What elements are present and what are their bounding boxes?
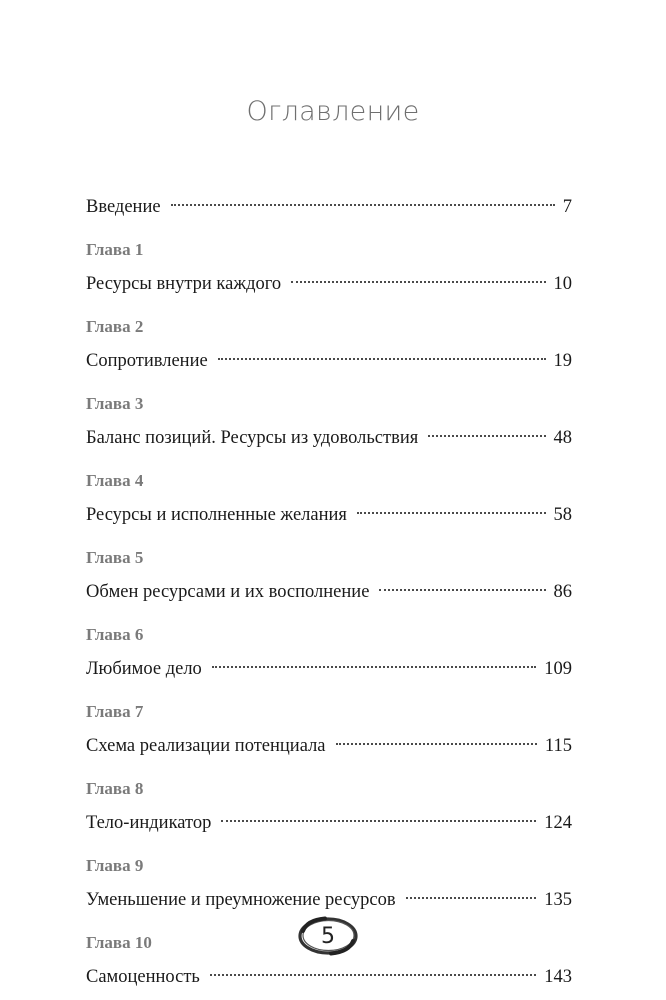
toc-entry-title: Тело-индикатор [86, 813, 212, 833]
dot-leader [336, 743, 537, 745]
chapter-block [86, 394, 572, 452]
toc-entry [86, 424, 572, 452]
dot-leader [379, 589, 545, 591]
page-number-value: 5 [321, 923, 335, 949]
chapter-label: Глава 2 [86, 317, 144, 336]
chapter-label: Глава 6 [86, 625, 144, 644]
toc-entry-title: Сопротивление [86, 351, 208, 371]
dot-leader [221, 820, 536, 822]
toc-entry-page: 86 [553, 582, 572, 602]
toc-entry-intro [86, 193, 572, 221]
toc-entry-title: Баланс позиций. Ресурсы из удовольствия [86, 428, 419, 448]
toc-entry [86, 963, 572, 991]
toc-entry-title: Самоценность [86, 967, 200, 987]
toc-entry [86, 501, 572, 529]
dot-leader [212, 666, 536, 668]
page-number [297, 915, 359, 957]
dot-leader [210, 974, 536, 976]
toc-entry-title: Введение [86, 197, 161, 217]
chapter-block [86, 471, 572, 529]
dot-leader [218, 358, 546, 360]
toc-entry-page: 10 [553, 274, 572, 294]
toc-entry-page: 135 [544, 890, 572, 910]
page-title: Оглавление [246, 96, 420, 127]
toc-entry-title: Ресурсы и исполненные желания [86, 505, 347, 525]
chapter-label: Глава 8 [86, 779, 144, 798]
toc-entry-page: 58 [553, 505, 572, 525]
dot-leader [357, 512, 546, 514]
toc-entry-page: 115 [544, 736, 572, 756]
chapter-block [86, 625, 572, 683]
toc-entry [86, 578, 572, 606]
chapter-block [86, 702, 572, 760]
chapter-label: Глава 3 [86, 394, 144, 413]
dot-leader [428, 435, 545, 437]
dot-leader [291, 281, 545, 283]
toc-entry [86, 732, 572, 760]
chapter-block [86, 240, 572, 298]
chapter-block [86, 779, 572, 837]
chapter-block [86, 548, 572, 606]
dot-leader [171, 204, 555, 206]
toc-entry-title: Ресурсы внутри каждого [86, 274, 282, 294]
toc-entry [86, 886, 572, 914]
toc-entry [86, 347, 572, 375]
toc-entry-page: 7 [562, 197, 572, 217]
toc-entry [86, 809, 572, 837]
toc-entry-title: Обмен ресурсами и их восполнение [86, 582, 370, 602]
chapter-label: Глава 1 [86, 240, 144, 259]
chapter-block [86, 317, 572, 375]
toc-entry-page: 109 [544, 659, 572, 679]
toc-entry-page: 124 [544, 813, 572, 833]
chapter-block [86, 856, 572, 914]
chapter-label: Глава 9 [86, 856, 144, 875]
dot-leader [406, 897, 537, 899]
chapter-label: Глава 10 [86, 933, 152, 952]
toc-entry-page: 48 [553, 428, 572, 448]
table-of-contents [86, 193, 572, 991]
toc-entry-title: Уменьшение и преумножение ресурсов [86, 890, 396, 910]
toc-entry [86, 655, 572, 683]
toc-entry-title: Схема реализации потенциала [86, 736, 326, 756]
toc-entry-page: 143 [544, 967, 572, 987]
toc-entry [86, 270, 572, 298]
toc-entry-page: 19 [553, 351, 572, 371]
chapter-label: Глава 4 [86, 471, 144, 490]
chapter-label: Глава 7 [86, 702, 144, 721]
chapter-label: Глава 5 [86, 548, 144, 567]
toc-entry-title: Любимое дело [86, 659, 202, 679]
